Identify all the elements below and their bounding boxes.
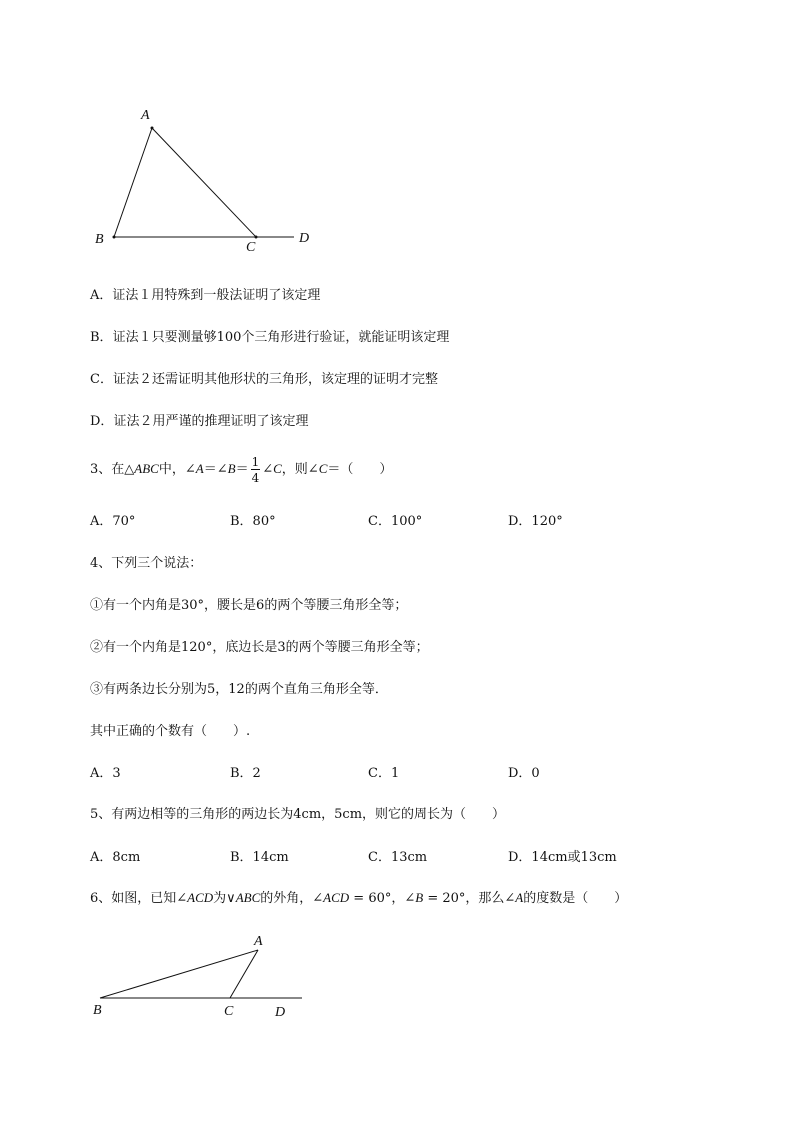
q3-stem: 3、在△ABC中，∠A＝∠B＝ $\frac{1}{4}$ ∠C，则∠C＝（ ）	[90, 454, 393, 485]
label-b: B	[93, 1003, 102, 1018]
q4-option-b: B．2	[230, 766, 261, 781]
triangle-figure-1	[88, 100, 328, 260]
q3-options	[90, 510, 690, 528]
q4-item-3: ③有两条边长分别为5，12的两个直角三角形全等．	[90, 682, 388, 697]
q3-option-a: A．70°	[90, 514, 136, 529]
label-a: A	[141, 108, 150, 123]
q2-option-d: D．证法２用严谨的推理证明了该定理	[90, 414, 309, 429]
q5-option-a: A．8cm	[90, 850, 141, 865]
label-b: B	[95, 232, 104, 247]
label-c: C	[224, 1004, 234, 1019]
q4-question: 其中正确的个数有（ ）.	[90, 724, 251, 739]
q5-option-b: B．14cm	[230, 850, 289, 865]
q2-option-c: C．证法２还需证明其他形状的三角形，该定理的证明才完整	[90, 372, 438, 387]
q4-item-2: ②有一个内角是120°，底边长是3的两个等腰三角形全等；	[90, 640, 429, 655]
q4-option-c: C．1	[368, 766, 400, 781]
q4-option-d: D．0	[508, 766, 540, 781]
segment-ac	[152, 128, 256, 237]
q5-stem: 5、有两边相等的三角形的两边长为4cm，5cm，则它的周长为（ ）	[90, 807, 506, 822]
q4-stem: 4、下列三个说法：	[90, 556, 203, 571]
q3-option-c: C．100°	[368, 514, 423, 529]
q3-option-b: B．80°	[230, 514, 276, 529]
q5-option-d: D．14cm或13cm	[508, 850, 617, 865]
triangle-figure-2	[88, 928, 318, 1028]
q2-option-a: A．证法１用特殊到一般法证明了该定理	[90, 288, 321, 303]
q4-option-a: A．3	[90, 766, 121, 781]
q5-options	[90, 846, 690, 864]
q6-stem: 6、如图，已知∠ACD为∨ABC的外角，∠ACD = 60°，∠B = 20°，那么∠A的度数是（ ）	[90, 890, 628, 906]
q4-options	[90, 762, 690, 780]
label-a: A	[254, 934, 263, 949]
fraction-one-quarter: $\frac{1}{4}$	[251, 454, 260, 485]
label-d: D	[275, 1005, 286, 1020]
q2-option-b: B．证法１只要测量够100个三角形进行验证，就能证明该定理	[90, 330, 450, 345]
q3-option-d: D．120°	[508, 514, 563, 529]
q5-option-c: C．13cm	[368, 850, 428, 865]
label-d: D	[299, 231, 310, 246]
segment-ab	[114, 128, 152, 237]
label-c: C	[246, 240, 256, 255]
q4-item-1: ①有一个内角是30°，腰长是6的两个等腰三角形全等；	[90, 598, 408, 613]
